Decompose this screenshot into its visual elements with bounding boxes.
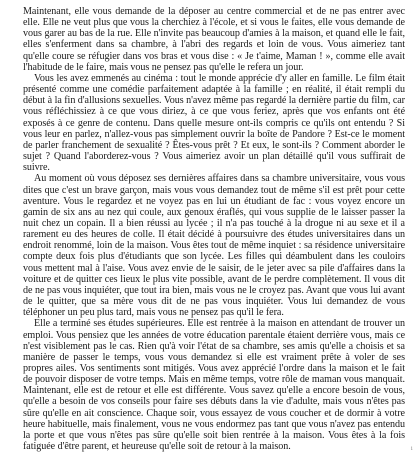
paragraph-1: Maintenant, elle vous demande de la déposer au centre commercial et de ne pas entrer avec elle. Elle ne veut plus que vous la cherchiez à l'école, et si vous le faites, elle vous demande de vous garer au bas de la rue. Elle n'invite pas beaucoup d'amies à la maison, et quand elle le fait, elles s'enferment dans sa chambre, à l'abri des regards et loin de vous. Vous aimeriez tant qu'elle coure se réfugier dans vos bras et vous dise : « Je t'aime, Maman ! », comme elle avait l'habitude de le faire, mais vous ne pensez pas qu'elle le refera un jour.: [23, 6, 405, 73]
page-number: 1: [410, 447, 413, 452]
paragraph-2: Vous les avez emmenés au cinéma : tout le monde appréciе d'y aller en famille. Le film était présenté comme une comédie parfaitement adaptée à la famille ; en réalité, il était rempli du début à la fin d'allusions sexuelles. Vous n'avez même pas regardé la dernière partie du film, car vous réfléchissiez à ce que vous diriez, à ce que vous feriez, après que vos enfants ont été exposés à ce genre de contenu. Dans quelle mesure ont-ils compris ce qu'ils ont entendu ? Si vous leur en parlez, n'allez-vous pas simplement ouvrir la boîte de Pandore ? Est-ce le moment de parler franchement de sexualité ? Êtes-vous prêt ? Et eux, le sont-ils ? Comment aborder le sujet ? Quand l'aborderez-vous ? Vous aimeriez avoir un plan détaillé qu'il vous suffirait de suivre.: [23, 72, 405, 174]
paragraph-4: Elle a terminé ses études supérieures. Elle est rentrée à la maison en attendant de trouver un emploi. Vous pensiez que les années de votre éducation parentale étaient derrière vous, mais ce n'est visiblement pas le cas. Rien qu'à voir l'état de sa chambre, ses amis qu'elle a choisis et sa manière de passer le temps, vous vous demandez si elle est vraiment prête à voler de ses propres ailes. Vos sentiments sont mitigés. Vous avez apprécié l'ordre dans la maison et le fait de pouvoir disposer de votre temps. Mais en même temps, votre rôle de maman vous manquait. Maintenant, elle est de retour et elle est différente. Vous savez qu'elle a encore besoin de vous, qu'elle a besoin de vos conseils pour faire ses débuts dans la vie d'adulte, mais vous n'êtes pas sûre qu'elle en ait conscience. Chaque soir, vous essayez de vous coucher et de dormir à votre heure habituelle, mais finalement, vous ne vous endormez pas tant que vous n'avez pas entendu la porte et que vous n'êtes pas sûre qu'elle soit bien rentrée à la maison. Vous êtes à la fois fatiguée d'être parent, et heureuse qu'elle soit de retour à la maison.: [23, 318, 405, 453]
paragraph-3: Au moment où vous déposez ses dernières affaires dans sa chambre universitaire, vous vous dites que c'est un brave garçon, mais vous vous demandez tout de même s'il est prêt pour cette aventure. Vous le regardez et ne voyez pas en lui un étudiant de fac : vous voyez encore un gamin de six ans au nez qui coule, aux genoux éraflés, qui vous supplie de le laisser passer la nuit chez un copain. Il a bien réussi au lycée ; il n'a pas touché à la drogue ni au sexe et il a rarement eu des heures de colle. Il était décidé à poursuivre des études universitaires dans un endroit renommé, loin de la maison. Vous êtes tout de même inquiet : sa résidence universitaire compte deux fois plus d'étudiants que son lycée. Les filles qui déambulent dans les couloirs vous mettent mal à l'aise. Vous avez envie de le saisir, de le jeter avec sa pile d'affaires dans la voiture et de quitter ces lieux le plus vite possible, avant de le perdre complètement. Il vous dit de ne pas vous inquiéter, que tout ira bien, mais vous ne le croyez pas. Avant que vous lui avant de le quitter, que sa mère vous dit de ne pas vous inquiéter. Vous lui demandez de vous téléphoner un peu plus tard, mais vous ne pensez pas qu'il le fera.: [23, 173, 405, 319]
body-text: [23, 6, 405, 452]
